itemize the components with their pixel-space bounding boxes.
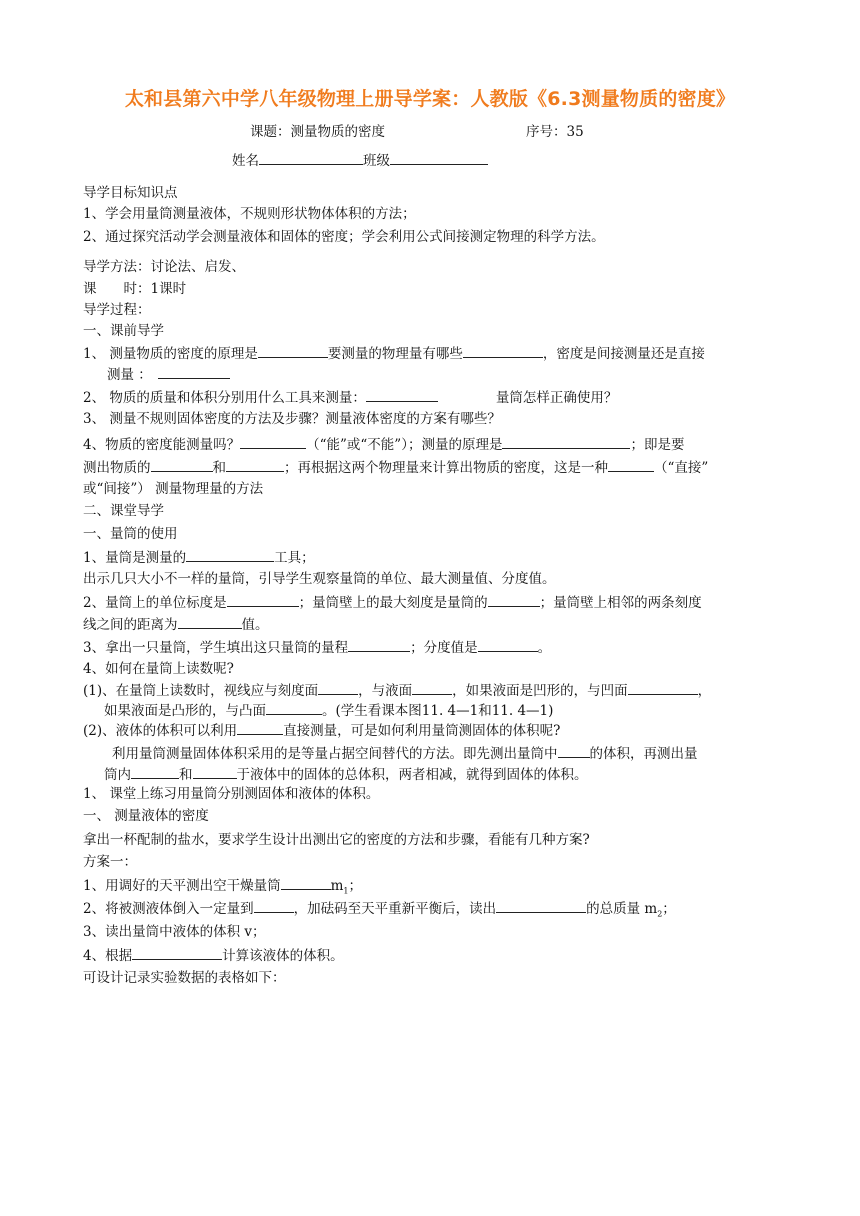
- pre-q4-cont: 测出物质的 和 ；再根据这两个物理量来计算出物质的密度，这是一种 （“直接”: [83, 457, 708, 478]
- section-heading: 一、 测量液体的密度: [83, 808, 209, 824]
- table-note: 可设计记录实验数据的表格如下：: [83, 970, 286, 986]
- blank[interactable]: [478, 637, 538, 652]
- class-heading: 二、课堂导学: [83, 503, 164, 519]
- blank[interactable]: [608, 457, 654, 472]
- class-label: 班级: [363, 153, 390, 169]
- pre-q4-end: 或“间接”） 测量物理量的方法: [83, 481, 264, 497]
- blank[interactable]: [366, 387, 438, 402]
- pre-q2: 2、 物质的质量和体积分别用什么工具来测量： 量筒怎样正确使用？: [83, 387, 617, 408]
- blank[interactable]: [266, 700, 322, 715]
- class-c9: 拿出一杯配制的盐水，要求学生设计出测出它的密度的方法和步骤，看能有几种方案?: [83, 832, 590, 848]
- number-line: [526, 122, 584, 142]
- blank[interactable]: [348, 637, 410, 652]
- blank[interactable]: [488, 592, 540, 607]
- goals-heading: 导学目标知识点: [83, 185, 178, 201]
- plan-step-1: 1、用调好的天平测出空干燥量筒 $m_1$；: [83, 875, 362, 902]
- name-class-line: [232, 150, 488, 171]
- blank[interactable]: [151, 457, 213, 472]
- class-c2-cont: 线之间的距离为 值。: [83, 614, 269, 635]
- class-blank[interactable]: [390, 150, 488, 165]
- plan-step-3: 3、读出量筒中液体的体积 v；: [83, 924, 266, 940]
- pre-q1-cont: 测量 ：: [107, 364, 230, 385]
- class-c7-cont: 筒内 和 于液体中的固体的总体积，两者相减，就得到固体的体积。: [104, 764, 588, 785]
- blank[interactable]: [186, 547, 274, 562]
- blank[interactable]: [178, 614, 242, 629]
- blank[interactable]: [132, 945, 222, 960]
- class-c2: 2、量筒上的单位标度是 ；量筒壁上的最大刻度是量筒的 ；量筒壁上相邻的两条刻度: [83, 592, 702, 613]
- method-line: 导学方法：讨论法、启发、: [83, 259, 245, 275]
- blank[interactable]: [254, 898, 294, 913]
- section-heading: 一、量筒的使用: [83, 526, 178, 542]
- blank[interactable]: [258, 343, 328, 358]
- class-c8: 1、 课堂上练习用量筒分别测固体和液体的体积。: [83, 786, 380, 802]
- name-blank[interactable]: [259, 150, 363, 165]
- serial-number: 序号：35: [526, 124, 584, 140]
- class-c6: (2)、液体的体积可以利用 直接测量，可是如何利用量筒测固体的体积呢?: [83, 720, 560, 741]
- plan-step-4: 4、根据 计算该液体的体积。: [83, 945, 344, 966]
- process-heading: 导学过程：: [83, 302, 151, 318]
- pre-heading: 一、课前导学: [83, 323, 164, 339]
- blank[interactable]: [628, 680, 698, 695]
- blank[interactable]: [463, 343, 543, 358]
- name-label: 姓名: [232, 153, 259, 169]
- pre-q1: 1、 测量物质的密度的原理是 要测量的物理量有哪些 ，密度是间接测量还是直接: [83, 343, 705, 364]
- blank[interactable]: [237, 720, 283, 735]
- class-c5: (1)、在量筒上读数时，视线应与刻度面 ，与液面 ，如果液面是凹形的，与凹面 ，: [83, 680, 711, 701]
- blank[interactable]: [131, 764, 179, 779]
- page-title: 太和县第六中学八年级物理上册导学案：人教版《6.3测量物质的密度》: [124, 88, 736, 110]
- blank[interactable]: [558, 743, 590, 758]
- blank[interactable]: [158, 364, 230, 379]
- class-c7: 利用量筒测量固体体积采用的是等量占据空间替代的方法。即先测出量筒中 的体积，再测出量: [112, 743, 698, 764]
- blank[interactable]: [318, 680, 358, 695]
- blank[interactable]: [226, 457, 284, 472]
- topic: 课题：测量物质的密度: [250, 124, 385, 140]
- pre-q3: 3、 测量不规则固体密度的方法及步骤？测量液体密度的方案有哪些？: [83, 411, 501, 427]
- plan-heading: 方案一：: [83, 854, 137, 870]
- blank[interactable]: [193, 764, 237, 779]
- class-c4: 4、如何在量筒上读数呢?: [83, 661, 234, 677]
- topic-line: [250, 122, 385, 142]
- class-c5-cont: 如果液面是凸形的，与凸面 。(学生看课本图11. 4—1和11. 4—1): [104, 700, 553, 721]
- blank[interactable]: [281, 875, 331, 890]
- blank[interactable]: [502, 434, 630, 449]
- blank[interactable]: [240, 434, 306, 449]
- class-c1: 1、量筒是测量的 工具；: [83, 547, 315, 568]
- blank[interactable]: [496, 898, 586, 913]
- blank[interactable]: [412, 680, 452, 695]
- class-c1-note: 出示几只大小不一样的量筒，引导学生观察量筒的单位、最大测量值、分度值。: [83, 571, 556, 587]
- blank[interactable]: [227, 592, 299, 607]
- class-c3: 3、拿出一只量筒，学生填出这只量筒的量程 ；分度值是 。: [83, 637, 551, 658]
- pre-q4: 4、物质的密度能测量吗？ （“能”或“不能”）；测量的原理是 ；即是要: [83, 434, 684, 455]
- plan-step-2: 2、将被测液体倒入一定量到 ，加砝码至天平重新平衡后，读出 的总质量 $m_2$；: [83, 898, 676, 925]
- period-line: 课 时：1课时: [83, 281, 187, 297]
- goal-item: 1、学会用量筒测量液体，不规则形状物体体积的方法；: [83, 206, 416, 222]
- goal-item: 2、通过探究活动学会测量液体和固体的密度；学会利用公式间接测定物理的科学方法。: [83, 229, 605, 245]
